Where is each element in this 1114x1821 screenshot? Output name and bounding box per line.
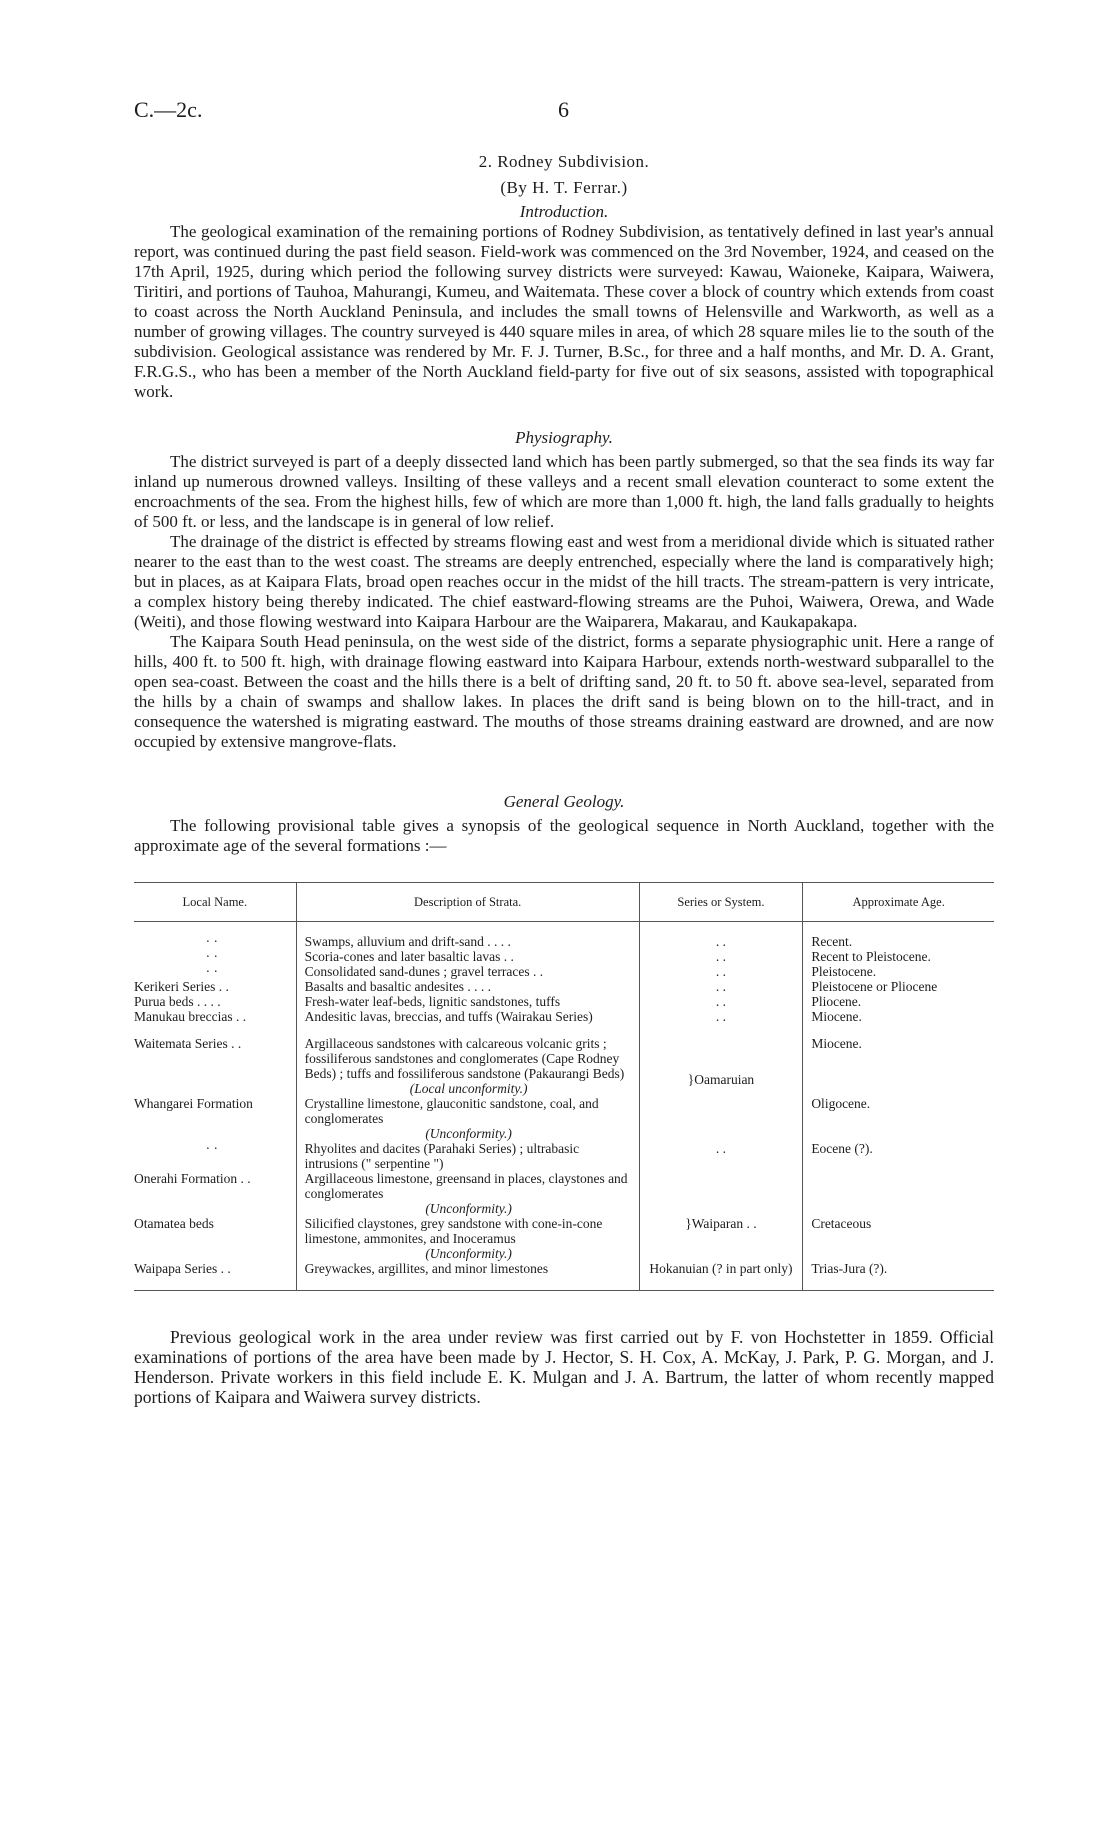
cell-series: . . xyxy=(639,994,803,1009)
cell-age: Recent. xyxy=(803,922,994,950)
cell-description: Greywackes, argillites, and minor limestones xyxy=(296,1261,639,1291)
table-row xyxy=(134,994,994,1009)
table-row xyxy=(134,1096,994,1141)
local-name-text: Waitemata Series . . xyxy=(134,1036,242,1051)
cell-local-name xyxy=(134,1024,296,1096)
cell-description xyxy=(296,1171,639,1216)
author-line: (By H. T. Ferrar.) xyxy=(500,178,628,197)
cell-local-name: Onerahi Formation . . xyxy=(134,1171,251,1186)
cell-series xyxy=(639,1096,803,1141)
cell-series: . . xyxy=(639,964,803,979)
cell-series: . . xyxy=(639,1141,803,1171)
cell-local-name: Manukau breccias . . xyxy=(134,1009,247,1024)
page-header xyxy=(134,97,994,128)
cell-age: Oligocene. xyxy=(803,1096,994,1141)
description-text: Argillaceous sandstones with calcareous volcanic grits ; fossiliferous sandstones and conglomerates (Cape Rodney Beds) ; tuffs and fossiliferous sandstone (Pakaurangi Beds) xyxy=(304,1036,625,1081)
table-row xyxy=(134,949,994,964)
previous-work-paragraph: Previous geological work in the area under review was first carried out by F. von Hochstetter in 1859. Official examinations of portions of the area have been made by J. Hector, S. H. Cox, A. McKay, J. Park, P. G. Morgan, and J. Henderson. Private workers in this field include E. K. Mulgan and J. A. Bartrum, the latter of whom recently mapped portions of Kaipara and Waiwera survey districts. xyxy=(134,1327,994,1407)
table-row xyxy=(134,1171,994,1216)
introduction-paragraph: The geological examination of the remaining portions of Rodney Subdivision, as tentatively defined in last year's annual report, was continued during the past field season. Field-work was commenced on the 3rd November, 1924, and ceased on the 17th April, 1925, during which period the following survey districts were surveyed: Kawau, Waioneke, Kaipara, Waiwera, Tiritiri, and portions of Tauhoa, Mahurangi, Kumeu, and Waitemata. These cover a block of country which extends from coast to coast across the North Auckland Peninsula, and includes the small towns of Helensville and Warkworth, as well as a number of growing villages. The country surveyed is 440 square miles in area, of which 28 square miles lie to the south of the subdivision. Geological assistance was rendered by Mr. F. J. Turner, B.Sc., for three and a half months, and Mr. D. A. Grant, F.R.G.S., who has been a member of the North Auckland field-party for five out of six seasons, assisted with topographical work. xyxy=(134,222,994,401)
cell-local-name: Purua beds . . . . xyxy=(134,994,221,1009)
unconformity-note: (Local unconformity.) xyxy=(409,1081,528,1096)
page-number: 6 xyxy=(558,97,569,122)
cell-age: Pliocene. xyxy=(803,994,994,1009)
section-title: 2. Rodney Subdivision. xyxy=(478,152,650,171)
series-text: }Oamaruian xyxy=(687,1072,755,1087)
cell-series: . . xyxy=(639,1009,803,1024)
general-geology-paragraph: The following provisional table gives a synopsis of the geological sequence in North Auckland, together with the approximate age of the several formations :— xyxy=(134,816,994,855)
cell-description: Andesitic lavas, breccias, and tuffs (Wairakau Series) xyxy=(296,1009,639,1024)
cell-series: }Waiparan . . xyxy=(639,1216,803,1261)
table-row xyxy=(134,1261,994,1291)
table-row xyxy=(134,964,994,979)
physiography-paragraph-3: The Kaipara South Head peninsula, on the west side of the district, forms a separate physiographic unit. Here a range of hills, 400 ft. to 500 ft. high, with drainage flowing eastward into Kaipara Harbour, extends north-westward subparallel to the open sea-coast. Between the coast and the hills there is a belt of drifting sand, 20 ft. to 50 ft. above sea-level, separated from the hills by a chain of swamps and shallow lakes. In places the drift sand is being blown on to the hill-tract, and in consequence the watershed is migrating eastward. The mouths of those streams draining eastward are drowned, and are now occupied by extensive mangrove-flats. xyxy=(134,632,994,751)
cell-series: . . xyxy=(639,979,803,994)
header-age: Approximate Age. xyxy=(803,883,994,922)
description-text: Argillaceous limestone, greensand in places, claystones and conglomerates xyxy=(304,1171,628,1201)
table-row xyxy=(134,1024,994,1096)
physiography-heading: Physiography. xyxy=(515,428,613,447)
cell-description xyxy=(296,1216,639,1261)
cell-local-name: · · xyxy=(205,964,219,979)
unconformity-note: (Unconformity.) xyxy=(425,1201,512,1216)
cell-series xyxy=(639,1024,803,1096)
table-header-row xyxy=(134,883,994,922)
general-geology-heading: General Geology. xyxy=(503,792,625,811)
cell-local-name: Otamatea beds xyxy=(134,1216,214,1231)
cell-local-name: Kerikeri Series . . xyxy=(134,979,229,994)
cell-local-name: Whangarei Formation xyxy=(134,1096,253,1111)
cell-description: Consolidated sand-dunes ; gravel terraces . . xyxy=(296,964,639,979)
physiography-paragraph-2: The drainage of the district is effected by streams flowing east and west from a meridional divide which is situated rather nearer to the east than to the west coast. The streams are deeply entrenched, especially where the land is comparatively high; but in places, as at Kaipara Flats, broad open reaches occur in the midst of the hill tracts. The stream-pattern is very intricate, a complex history being thereby indicated. The chief eastward-flowing streams are the Puhoi, Waiwera, Orewa, and Wade (Weiti), and those flowing westward into Kaipara Harbour are the Waiparera, Makarau, and Kaukapakapa. xyxy=(134,532,994,631)
cell-local-name: · · xyxy=(205,934,219,949)
cell-description: Scoria-cones and later basaltic lavas . . xyxy=(296,949,639,964)
cell-age xyxy=(803,1024,994,1096)
cell-series: . . xyxy=(639,922,803,950)
description-text: Crystalline limestone, glauconitic sandstone, coal, and conglomerates xyxy=(304,1096,599,1126)
unconformity-note: (Unconformity.) xyxy=(425,1126,512,1141)
table-row xyxy=(134,922,994,950)
cell-age: Trias-Jura (?). xyxy=(803,1261,994,1291)
age-text: Miocene. xyxy=(811,1036,862,1051)
physiography-paragraph-1: The district surveyed is part of a deeply dissected land which has been partly submerged, so that the sea finds its way far inland up numerous drowned valleys. Insilting of these valleys and a recent small elevation counteract to some extent the encroachments of the sea. From the highest hills, few of which are more than 1,000 ft. high, the land falls gradually to heights of 500 ft. or less, and the landscape is in general of low relief. xyxy=(134,452,994,531)
cell-description xyxy=(296,1096,639,1141)
cell-local-name: Waipapa Series . . xyxy=(134,1261,231,1276)
geological-sequence-table xyxy=(134,882,994,1291)
cell-description: Fresh-water leaf-beds, lignitic sandstones, tuffs xyxy=(296,994,639,1009)
cell-age: Recent to Pleistocene. xyxy=(803,949,994,964)
cell-age: Cretaceous xyxy=(803,1216,994,1261)
cell-description: Basalts and basaltic andesites . . . . xyxy=(296,979,639,994)
cell-age xyxy=(803,1171,994,1216)
cell-series xyxy=(639,1171,803,1216)
cell-age: Pleistocene or Pliocene xyxy=(803,979,994,994)
cell-local-name: · · xyxy=(205,1141,219,1156)
cell-local-name: · · xyxy=(205,949,219,964)
cell-age: Miocene. xyxy=(803,1009,994,1024)
table-row xyxy=(134,1141,994,1171)
cell-description xyxy=(296,1024,639,1096)
cell-description: Swamps, alluvium and drift-sand . . . . xyxy=(296,922,639,950)
header-local-name: Local Name. xyxy=(134,883,296,922)
cell-description: Rhyolites and dacites (Parahaki Series) ; ultrabasic intrusions (" serpentine ") xyxy=(296,1141,639,1171)
header-series: Series or System. xyxy=(639,883,803,922)
header-description: Description of Strata. xyxy=(296,883,639,922)
description-text: Silicified claystones, grey sandstone with cone-in-cone limestone, ammonites, and Inoceramus xyxy=(304,1216,603,1246)
unconformity-note: (Unconformity.) xyxy=(425,1246,512,1261)
table-row xyxy=(134,1009,994,1024)
cell-age: Pleistocene. xyxy=(803,964,994,979)
cell-series: Hokanuian (? in part only) xyxy=(639,1261,803,1291)
introduction-heading: Introduction. xyxy=(519,202,609,221)
cell-age: Eocene (?). xyxy=(803,1141,994,1171)
report-reference: C.—2c. xyxy=(134,97,203,122)
table-row xyxy=(134,979,994,994)
cell-series: . . xyxy=(639,949,803,964)
table-row xyxy=(134,1216,994,1261)
